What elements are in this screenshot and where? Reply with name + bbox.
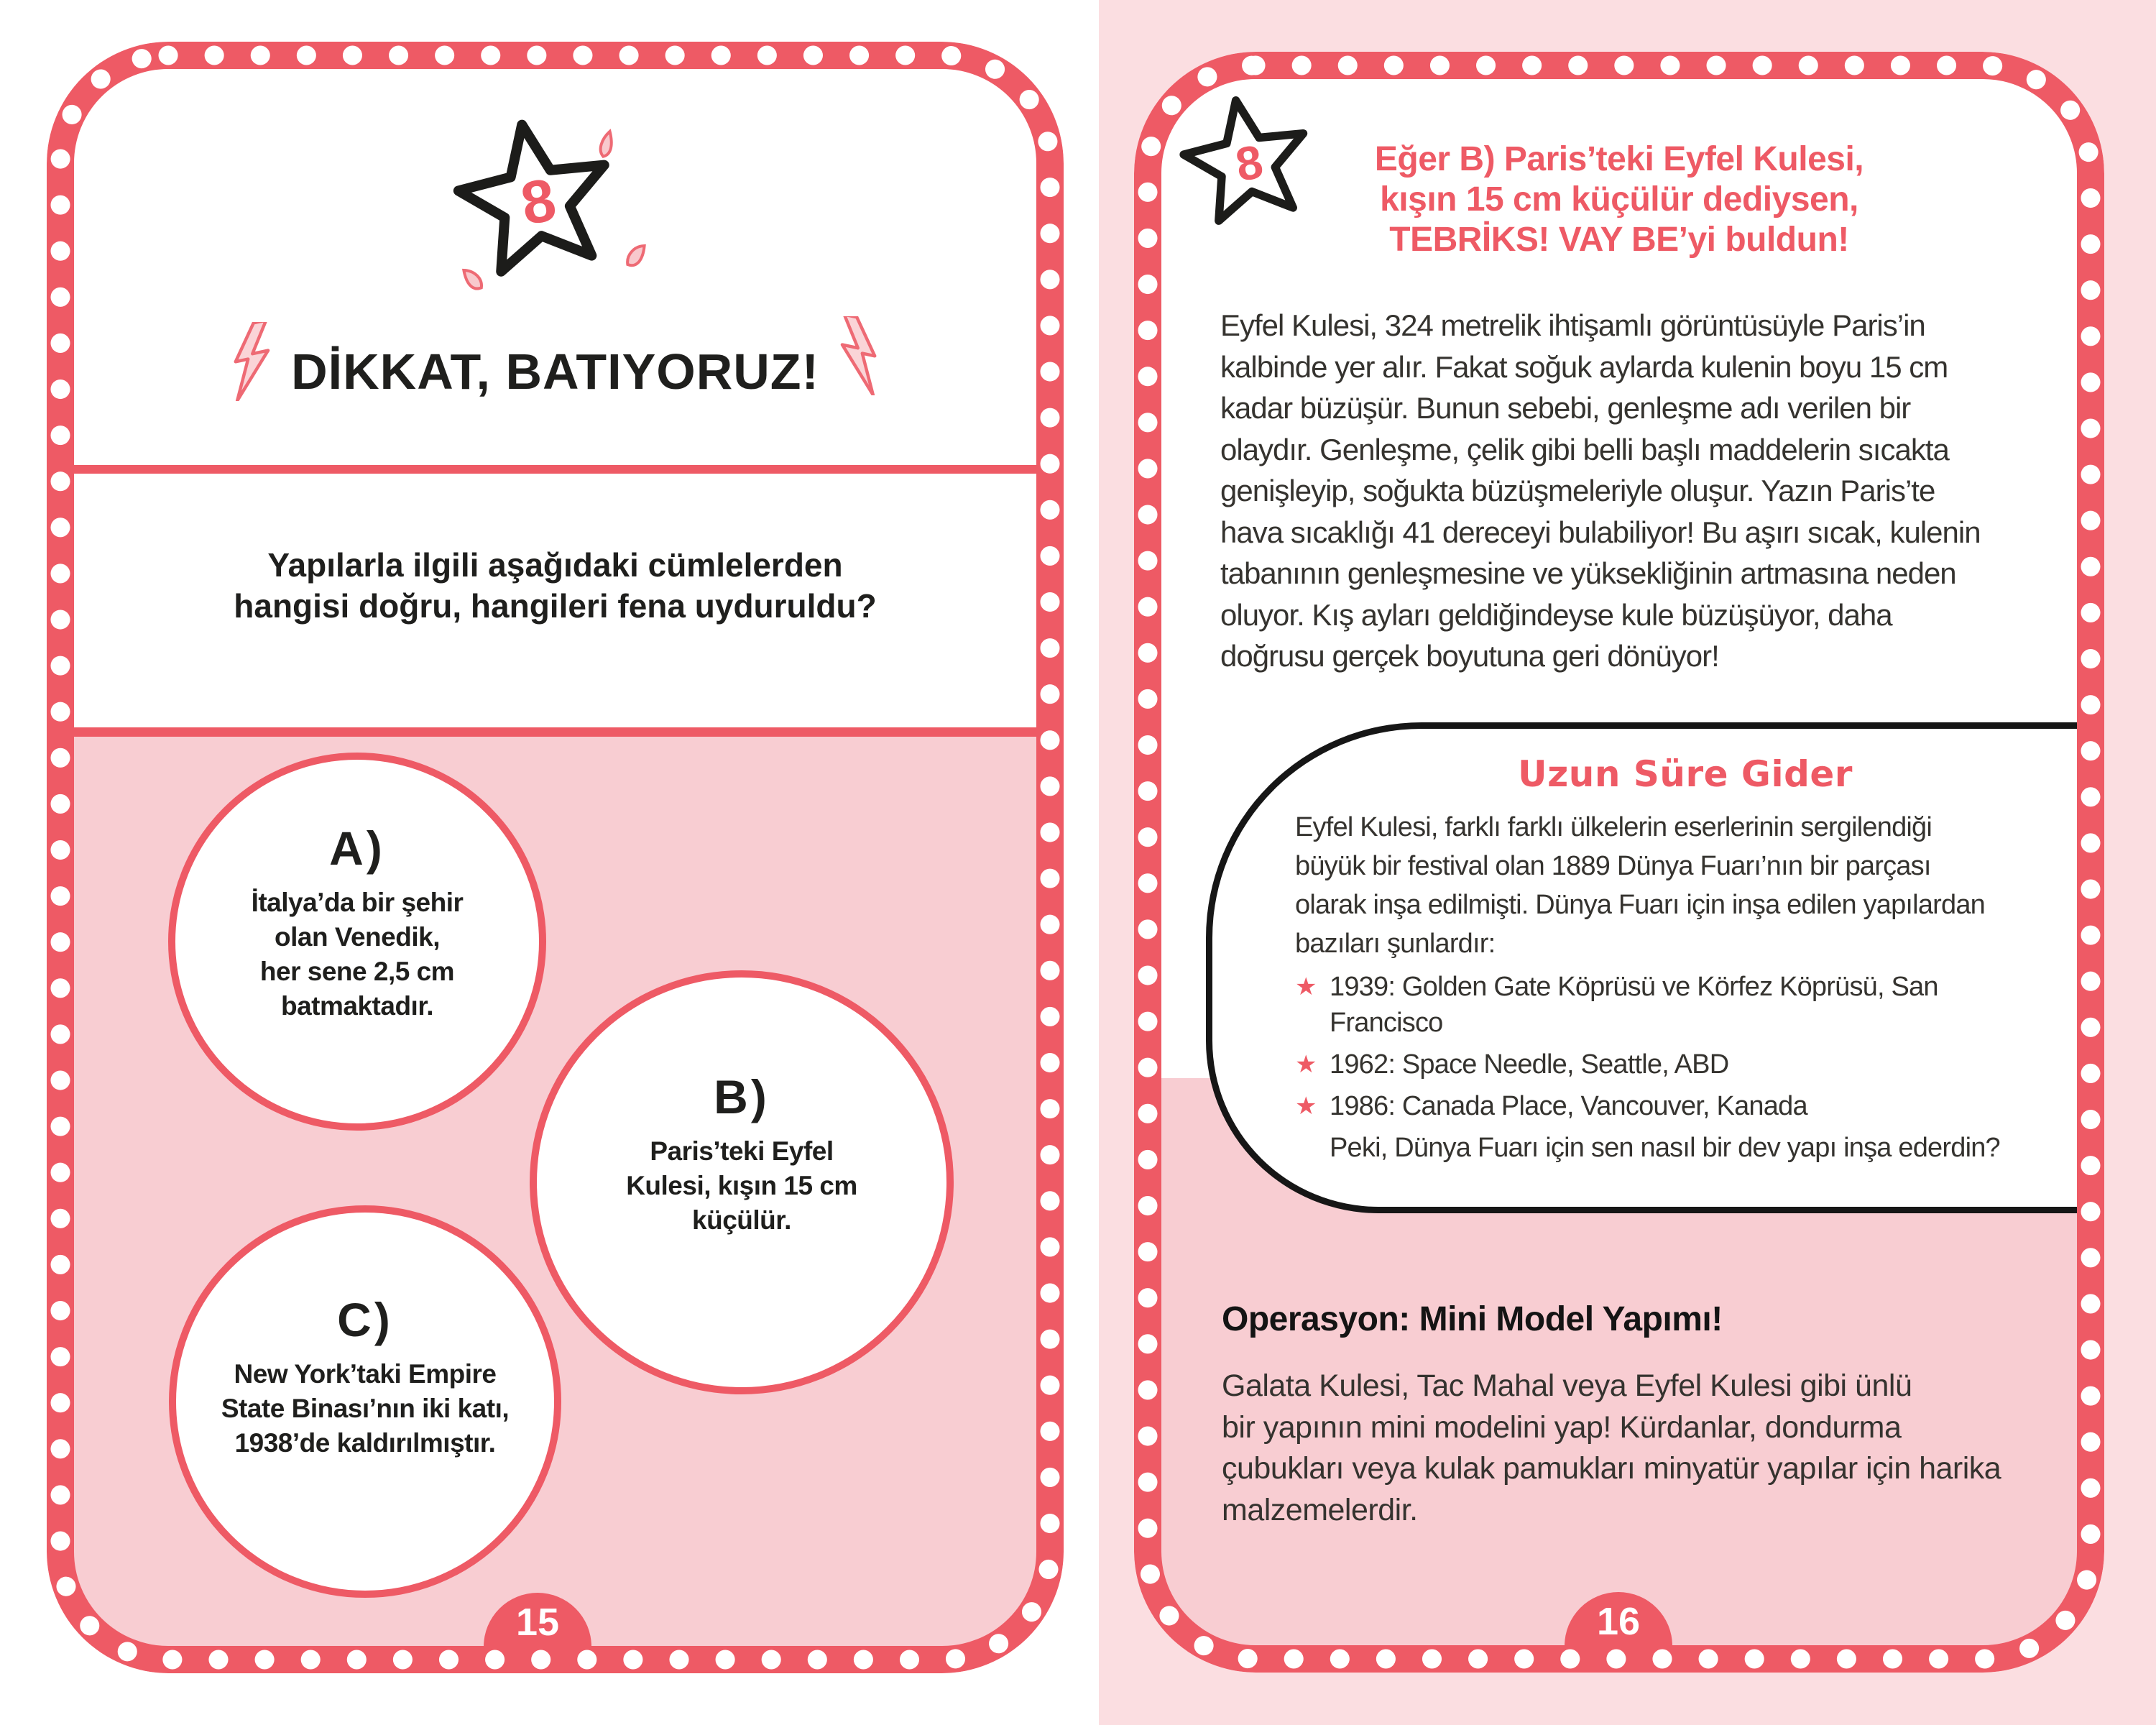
option-text-line: New York’taki Empire — [234, 1359, 497, 1389]
question-number-star — [420, 86, 658, 316]
option-text-line: her sene 2,5 cm — [259, 956, 455, 986]
fact-line: olarak inşa edilmişti. Dünya Fuarı için inşa edilen yapılardan — [1295, 890, 1986, 920]
body-line: oluyor. Kış ayları geldiğindeyse kule büzüşüyor, daha — [1220, 597, 1892, 632]
heading-line: Eğer B) Paris’teki Eyfel Kulesi, — [1374, 140, 1864, 178]
option-text-line: Paris’teki Eyfel — [650, 1136, 834, 1166]
page-16 — [1134, 52, 2104, 1673]
fact-box-title: Uzun Süre Gider — [1518, 753, 1853, 795]
fact-line: büyük bir festival olan 1889 Dünya Fuarı’nın bir parçası — [1295, 851, 1931, 881]
body-line: genişleyip, soğukta büzüşmeleriyle oluşur. Yazın Paris’te — [1220, 474, 1935, 507]
option-text-line: Kulesi, kışın 15 cm — [626, 1171, 857, 1200]
option-text-line: küçülür. — [692, 1205, 791, 1235]
fact-line: bazıları şunlardır: — [1295, 929, 1496, 959]
fact-bullet — [1295, 1046, 2076, 1082]
answer-heading — [1242, 139, 1996, 260]
page-title: DİKKAT, BATIYORUZ! — [291, 343, 819, 400]
spark-drop-icon — [598, 130, 616, 158]
option-label: A) — [329, 821, 385, 875]
body-line: kalbinde yer alır. Fakat soğuk aylarda kulenin boyu 15 cm — [1220, 349, 1948, 384]
bullet-line: 1962: Space Needle, Seattle, ABD — [1330, 1049, 1729, 1080]
option-text-line: batmaktadır. — [281, 990, 433, 1021]
option-text-line: olan Venedik, — [275, 921, 440, 952]
lightning-icon — [831, 316, 885, 395]
fact-bullet — [1295, 1088, 2076, 1124]
option-text-line: State Binası’nın iki katı, — [221, 1394, 510, 1423]
heading-line: TEBRİKS! VAY BE’yi buldun! — [1389, 221, 1849, 259]
heading-line: kışın 15 cm küçülür dediysen, — [1380, 180, 1858, 218]
option-text-line: İtalya’da bir şehir — [251, 887, 464, 917]
left-divider-top — [47, 465, 1064, 474]
body-line: kadar büzüşür. Bunun sebebi, genleşme adı verilen bir — [1220, 391, 1911, 425]
lightning-icon — [225, 322, 279, 401]
star-bullet-icon: ★ — [1295, 1092, 1317, 1120]
operation-line: çubukları veya kulak pamukları minyatür yapılar için harika — [1222, 1451, 2001, 1486]
quiz-question — [47, 545, 1064, 627]
badge-number: 8 — [515, 165, 561, 238]
option-label: C) — [337, 1293, 393, 1346]
operation-line: Galata Kulesi, Tac Mahal veya Eyfel Kulesi gibi ünlü — [1222, 1368, 1912, 1403]
spark-drop-icon — [622, 244, 650, 269]
answer-body — [1220, 305, 2077, 677]
page-number: 16 — [1596, 1600, 1641, 1643]
option-circle-b — [530, 970, 954, 1394]
question-line: Yapılarla ilgili aşağıdaki cümlelerden — [267, 546, 843, 584]
star-bullet-icon: ★ — [1295, 973, 1317, 1000]
badge-number: 8 — [1232, 134, 1267, 191]
option-text-line: 1938’de kaldırılmıştır. — [234, 1428, 496, 1458]
question-line: hangisi doğru, hangileri fena uyduruldu? — [234, 587, 877, 625]
bullet-line: 1939: Golden Gate Köprüsü ve Körfez Köprüsü, San — [1330, 972, 1938, 1002]
option-circle-c — [169, 1205, 561, 1598]
fact-box-closing: Peki, Dünya Fuarı için sen nasıl bir dev yapı inşa ederdin? — [1330, 1133, 2000, 1163]
option-circle-a — [168, 753, 546, 1131]
left-divider-bottom — [47, 727, 1064, 737]
body-line: doğrusu gerçek boyutuna geri dönüyor! — [1220, 639, 1719, 673]
fact-box-paragraph — [1295, 808, 2076, 963]
body-line: tabanının genleşmesine ve yüksekliğinin artmasına neden — [1220, 556, 1956, 590]
fact-bullet — [1295, 969, 2076, 1041]
operation-line: bir yapının mini modelini yap! Kürdanlar, dondurma — [1222, 1409, 1902, 1445]
operation-title: Operasyon: Mini Model Yapımı! — [1222, 1300, 1723, 1338]
page-number: 15 — [515, 1601, 560, 1644]
operation-line: malzemelerdir. — [1222, 1492, 1418, 1527]
body-line: Eyfel Kulesi, 324 metrelik ihtişamlı görüntüsüyle Paris’in — [1220, 308, 1925, 342]
page-15 — [47, 42, 1064, 1673]
option-label: B) — [714, 1070, 770, 1123]
body-line: hava sıcaklığı 41 dereceyi bulabiliyor! Bu aşırı sıcak, kulenin — [1220, 515, 1981, 549]
body-line: olaydır. Genleşme, çelik gibi belli başlı maddelerin sıcakta — [1220, 432, 1949, 466]
fact-line: Eyfel Kulesi, farklı farklı ülkelerin eserlerinin sergilendiği — [1295, 812, 1932, 842]
fact-box — [1206, 722, 2104, 1213]
spark-drop-icon — [459, 267, 486, 292]
star-bullet-icon: ★ — [1295, 1051, 1317, 1078]
bullet-line: 1986: Canada Place, Vancouver, Kanada — [1330, 1091, 1807, 1121]
bullet-line: Francisco — [1330, 1008, 1443, 1038]
operation-body — [1222, 1366, 2077, 1531]
